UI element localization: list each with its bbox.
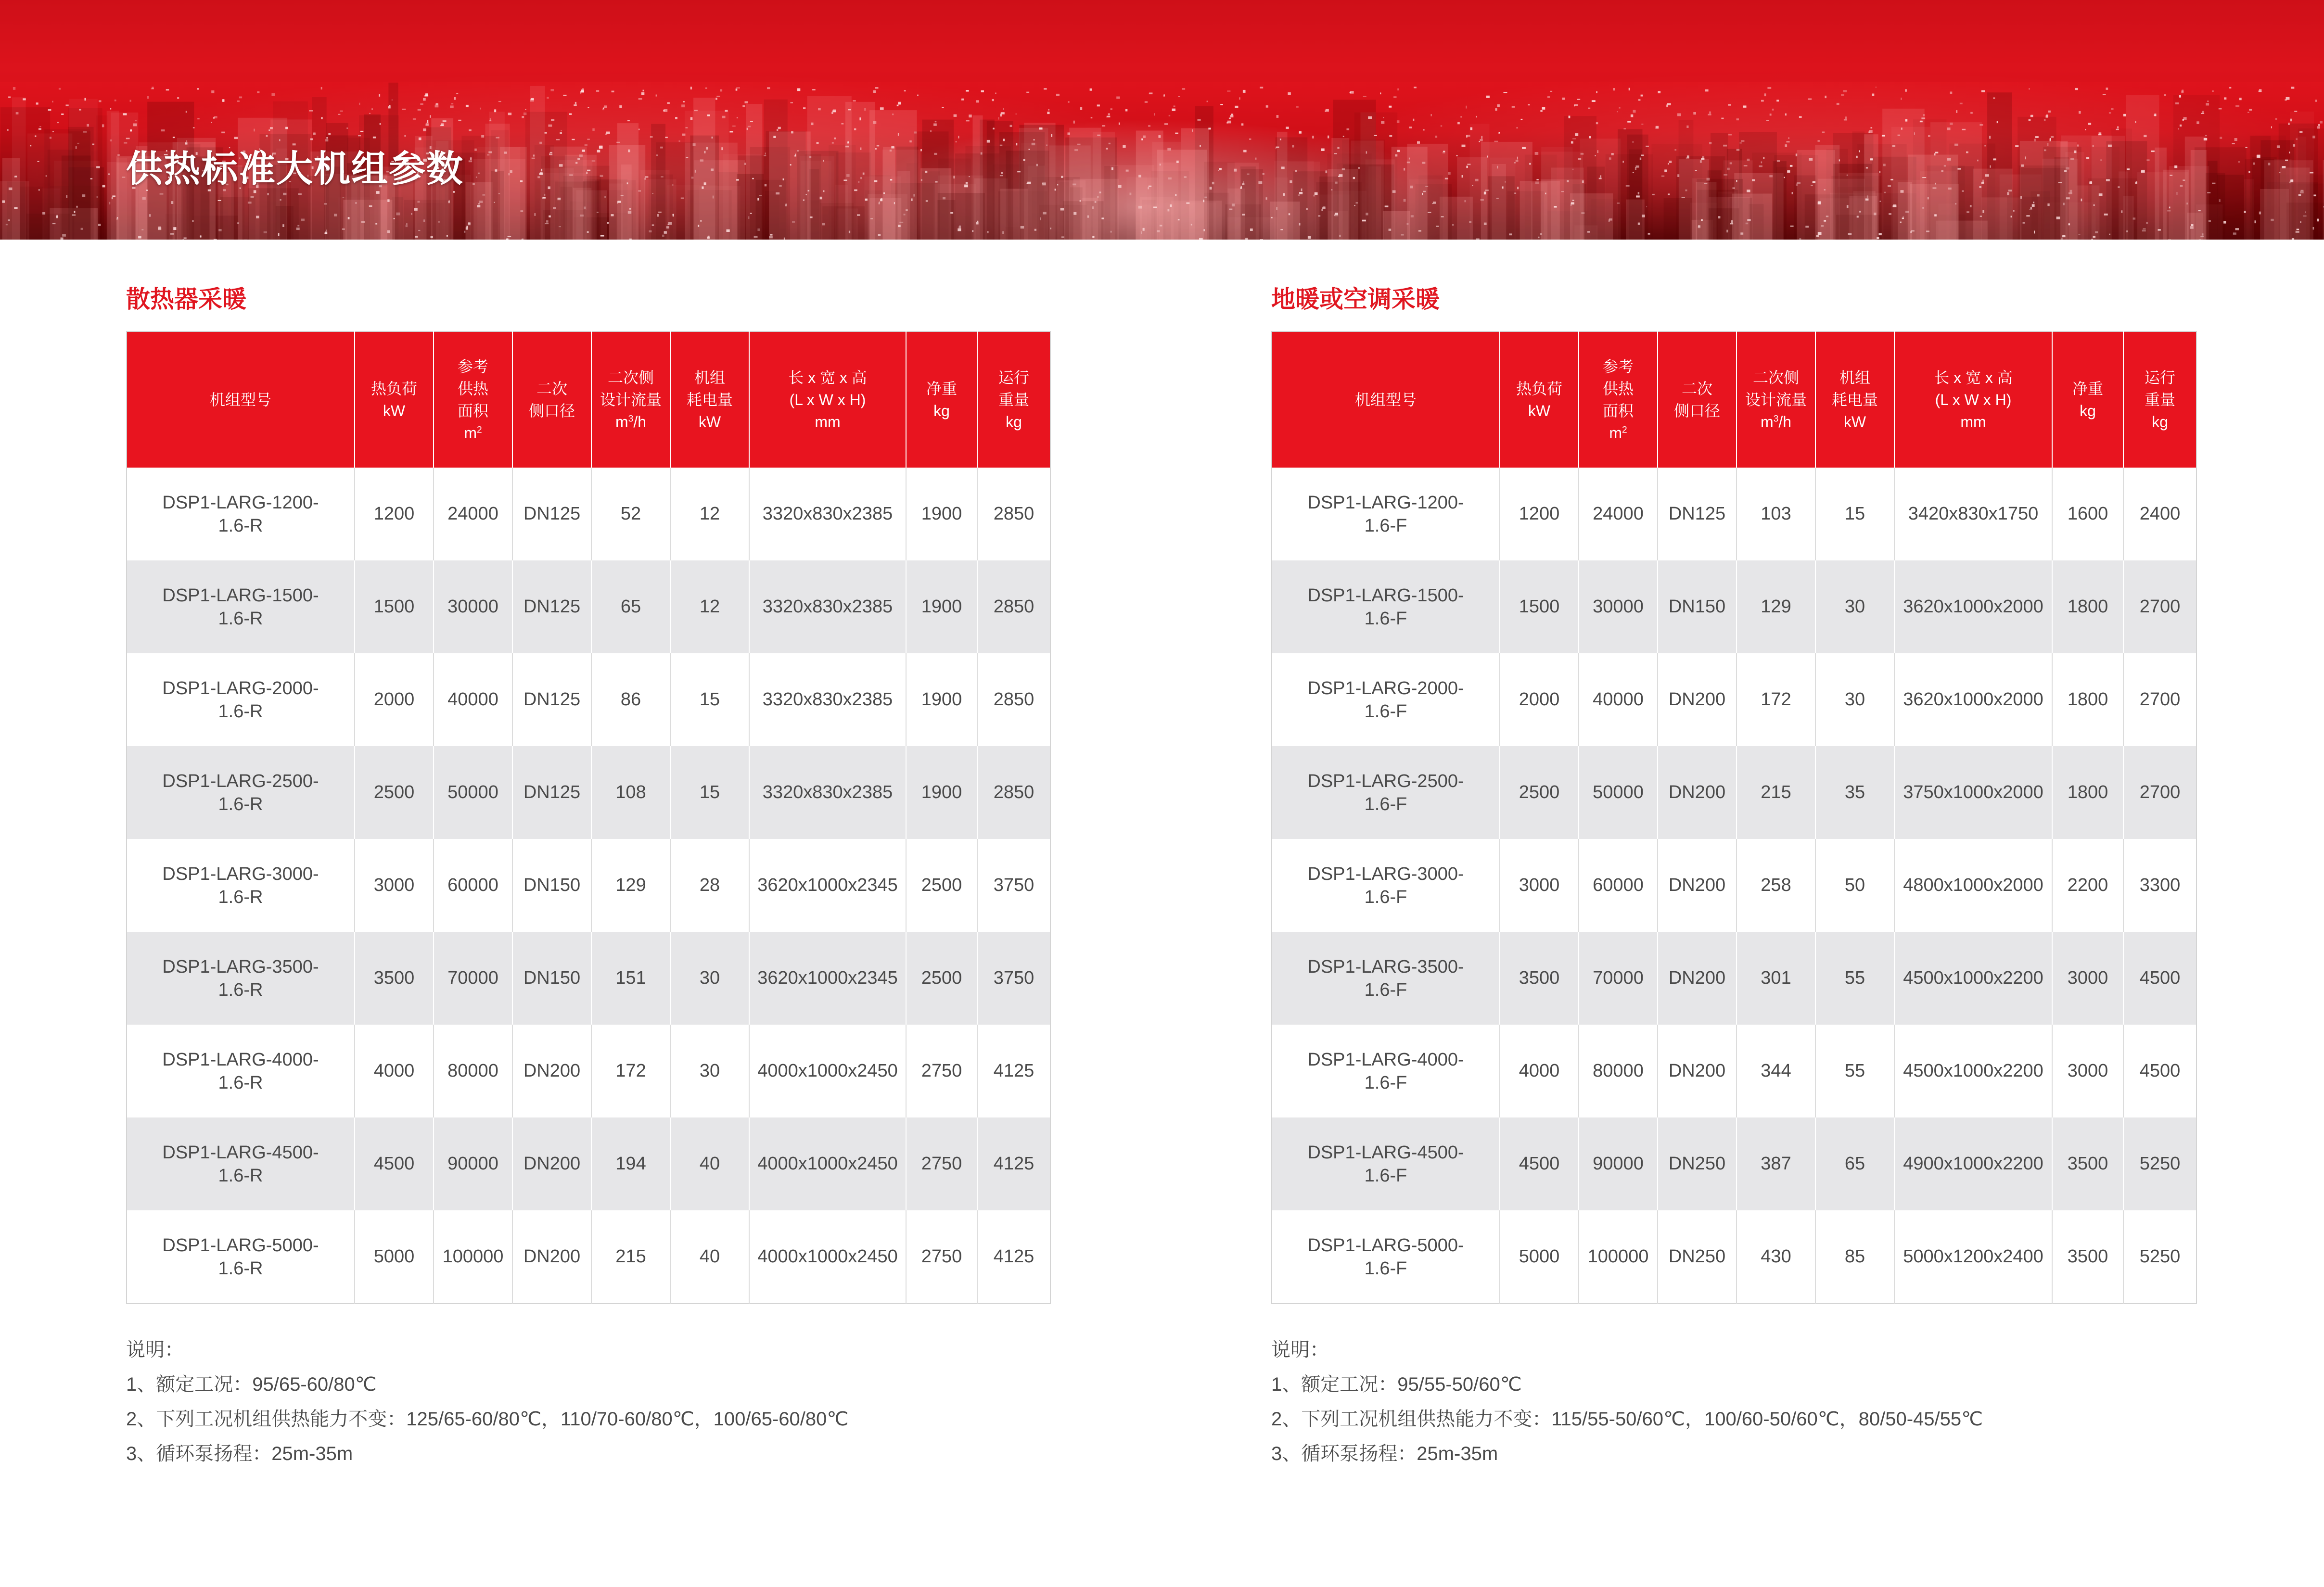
table-row — [1272, 1210, 2196, 1304]
cell-pipe-diameter: DN200 — [1658, 932, 1737, 1025]
cell-flow: 344 — [1737, 1025, 1815, 1117]
model-text: 1.6-R — [218, 1258, 263, 1279]
cell-pipe-diameter: DN200 — [1658, 746, 1737, 839]
table-row — [1272, 839, 2196, 932]
notes-heading: 说明： — [126, 1339, 184, 1360]
model-text: DSP1-LARG-1200- — [162, 492, 319, 513]
col-header-flow: 二次侧 设计流量 $m^3/h$ — [591, 331, 670, 468]
model-text: 1.6-F — [1364, 1258, 1407, 1279]
notes-heading: 说明： — [1271, 1339, 1329, 1360]
cell-operating-weight: 2850 — [977, 560, 1050, 653]
cell-model — [1272, 932, 1500, 1025]
model-text: 1.6-F — [1364, 887, 1407, 907]
cell-dimensions: 4500x1000x2200 — [1894, 932, 2052, 1025]
cell-pipe-diameter: DN125 — [512, 468, 591, 560]
model-text: 1.6-R — [218, 887, 263, 907]
cell-heat-load: 3000 — [355, 839, 434, 932]
table-header-row — [1272, 331, 2196, 468]
cell-ref-area: 60000 — [434, 839, 512, 932]
cell-flow: 86 — [591, 653, 670, 746]
model-text: DSP1-LARG-4500- — [162, 1142, 319, 1163]
table-row — [127, 839, 1050, 932]
cell-model — [127, 1210, 355, 1304]
cell-operating-weight: 5250 — [2139, 1246, 2181, 1267]
cell-power: 85 — [1815, 1210, 1894, 1304]
model-text: DSP1-LARG-1200- — [1307, 492, 1464, 513]
cell-power: 30 — [1815, 560, 1894, 653]
cell-net-weight: 2200 — [2052, 839, 2123, 932]
cell-operating-weight: 2850 — [977, 746, 1050, 839]
cell-dimensions: 3750x1000x2000 — [1894, 746, 2052, 839]
cell-dimensions: 3320x830x2385 — [749, 653, 906, 746]
cell-model — [127, 1025, 355, 1117]
cell-power: 30 — [670, 932, 749, 1025]
cell-model — [127, 653, 355, 746]
cell-flow: 215 — [1737, 746, 1815, 839]
model-text: DSP1-LARG-4000- — [1307, 1049, 1464, 1070]
cell-operating-weight: 4500 — [2123, 932, 2196, 1025]
cell-net-weight: 3000 — [2052, 932, 2123, 1025]
cell-operating-weight: 2700 — [2123, 746, 2196, 839]
cell-net-weight: 1800 — [2052, 653, 2123, 746]
table-row — [127, 1025, 1050, 1117]
cell-pipe-diameter: DN150 — [512, 839, 591, 932]
col-header-flow: 二次侧 设计流量 $m^3/h$ — [1737, 331, 1815, 468]
cell-pipe-diameter: DN150 — [512, 932, 591, 1025]
cell-operating-weight: 3750 — [993, 875, 1034, 895]
cell-model — [1272, 468, 1500, 560]
cell-net-weight: 1900 — [906, 468, 977, 560]
cell-heat-load: 1200 — [355, 468, 434, 560]
model-text: DSP1-LARG-2500- — [1307, 771, 1464, 791]
cell-dimensions: 3620x1000x2345 — [749, 932, 906, 1025]
cell-net-weight: 2750 — [906, 1210, 977, 1304]
cell-dimensions: 4800x1000x2000 — [1894, 839, 2052, 932]
model-text: DSP1-LARG-5000- — [162, 1235, 319, 1256]
cell-dimensions: 4500x1000x2200 — [1894, 1025, 2052, 1117]
note-item: 1、额定工况：95/55-50/60℃ — [1271, 1374, 1522, 1395]
cell-operating-weight: 3300 — [2139, 875, 2181, 895]
cell-net-weight: 1800 — [2052, 746, 2123, 839]
model-text: 1.6-F — [1364, 701, 1407, 722]
col-header-pipe-diameter: 二次 侧口径 — [1658, 331, 1737, 468]
cell-dimensions: 3620x1000x2000 — [1894, 653, 2052, 746]
model-text: DSP1-LARG-4500- — [1307, 1142, 1464, 1163]
cell-heat-load: 5000 — [1500, 1210, 1579, 1304]
cell-flow: 108 — [591, 746, 670, 839]
col-header-heat-load: 热负荷 kW — [1500, 331, 1579, 468]
col-header-net-weight: 净重 kg — [906, 331, 977, 468]
col-header-power: 机组 耗电量 kW — [670, 331, 749, 468]
cell-model — [1272, 1210, 1500, 1304]
note-item: 2、下列工况机组供热能力不变：115/55-50/60℃，100/60-50/60℃，80/50-45/55℃ — [1271, 1409, 1983, 1430]
cell-pipe-diameter: DN200 — [1658, 653, 1737, 746]
cell-operating-weight: 4125 — [993, 1246, 1034, 1267]
cell-pipe-diameter: DN150 — [1658, 560, 1737, 653]
model-text: DSP1-LARG-3500- — [162, 956, 319, 977]
cell-dimensions: 4000x1000x2450 — [749, 1025, 906, 1117]
model-text: 1.6-F — [1364, 979, 1407, 1000]
cell-net-weight: 1900 — [906, 560, 977, 653]
cell-net-weight: 3500 — [2052, 1117, 2123, 1210]
cell-net-weight: 1900 — [906, 653, 977, 746]
cell-ref-area: 70000 — [1579, 932, 1658, 1025]
col-header-model: 机组型号 — [1272, 331, 1500, 468]
cell-flow: 151 — [591, 932, 670, 1025]
cell-heat-load: 3000 — [1500, 839, 1579, 932]
cell-model — [1272, 746, 1500, 839]
cell-power: 65 — [1815, 1117, 1894, 1210]
model-text: 1.6-F — [1364, 1165, 1407, 1186]
cell-pipe-diameter: DN200 — [512, 1117, 591, 1210]
cell-power: 12 — [670, 468, 749, 560]
table-row — [127, 468, 1050, 560]
cell-heat-load: 1200 — [1500, 468, 1579, 560]
note-item: 3、循环泵扬程：25m-35m — [126, 1443, 353, 1464]
model-text: 1.6-R — [218, 608, 263, 629]
cell-flow: 301 — [1737, 932, 1815, 1025]
col-header-operating-weight: 运行 重量 kg — [2123, 331, 2196, 468]
model-text: DSP1-LARG-3000- — [162, 863, 319, 884]
cell-ref-area: 30000 — [434, 560, 512, 653]
note-item: 1、额定工况：95/65-60/80℃ — [126, 1374, 377, 1395]
cell-model — [127, 839, 355, 932]
cell-power: 28 — [670, 839, 749, 932]
cell-model — [1272, 653, 1500, 746]
model-text: 1.6-F — [1364, 794, 1407, 814]
table-row — [1272, 932, 2196, 1025]
cell-net-weight: 1900 — [906, 746, 977, 839]
cell-model — [1272, 839, 1500, 932]
section-title-floor-heating: 地暖或空调采暖 — [1271, 286, 1440, 313]
cell-ref-area: 100000 — [1579, 1210, 1658, 1304]
cell-power: 15 — [670, 653, 749, 746]
section-title-radiator: 散热器采暖 — [126, 286, 246, 313]
cell-net-weight: 3500 — [2052, 1210, 2123, 1304]
table-row — [1272, 1117, 2196, 1210]
cell-model — [127, 746, 355, 839]
header-banner — [0, 0, 2324, 240]
table-row — [1272, 1025, 2196, 1117]
cell-power: 12 — [670, 560, 749, 653]
cell-model — [127, 1117, 355, 1210]
cell-pipe-diameter: DN200 — [1658, 1025, 1737, 1117]
cell-model — [127, 560, 355, 653]
cell-dimensions: 4900x1000x2200 — [1894, 1117, 2052, 1210]
model-text: DSP1-LARG-2000- — [162, 678, 319, 698]
cell-ref-area: 24000 — [1579, 468, 1658, 560]
cell-net-weight: 1600 — [2052, 468, 2123, 560]
model-text: DSP1-LARG-5000- — [1307, 1235, 1464, 1256]
notes-radiator — [126, 1333, 848, 1471]
cell-ref-area: 90000 — [434, 1117, 512, 1210]
model-text: 1.6-R — [218, 701, 263, 722]
cell-net-weight: 1800 — [2052, 560, 2123, 653]
col-header-pipe-diameter: 二次 侧口径 — [512, 331, 591, 468]
cell-flow: 194 — [591, 1117, 670, 1210]
cell-flow: 129 — [591, 839, 670, 932]
cell-flow: 430 — [1737, 1210, 1815, 1304]
col-header-dimensions: 长 x 宽 x 高 (L x W x H) mm — [749, 331, 906, 468]
cell-flow: 258 — [1737, 839, 1815, 932]
model-text: 1.6-R — [218, 1072, 263, 1093]
cell-ref-area: 90000 — [1579, 1117, 1658, 1210]
note-item: 2、下列工况机组供热能力不变：125/65-60/80℃，110/70-60/80℃，100/65-60/80℃ — [126, 1409, 849, 1430]
table-row — [127, 560, 1050, 653]
cell-heat-load: 3500 — [355, 932, 434, 1025]
model-text: DSP1-LARG-1500- — [1307, 585, 1464, 606]
cell-heat-load: 5000 — [355, 1210, 434, 1304]
table-row — [1272, 560, 2196, 653]
model-text: DSP1-LARG-2500- — [162, 771, 319, 791]
cell-ref-area: 40000 — [434, 653, 512, 746]
cell-flow: 215 — [591, 1210, 670, 1304]
cell-dimensions: 3620x1000x2345 — [749, 839, 906, 932]
col-header-dimensions: 长 x 宽 x 高 (L x W x H) mm — [1894, 331, 2052, 468]
model-text: 1.6-R — [218, 1165, 263, 1186]
col-header-heat-load: 热负荷 kW — [355, 331, 434, 468]
col-header-ref-area: 参考 供热 面积 $m^2$ — [1579, 331, 1658, 468]
cell-net-weight: 2750 — [906, 1117, 977, 1210]
cell-model — [127, 468, 355, 560]
model-text: 1.6-R — [218, 515, 263, 536]
cell-operating-weight: 4125 — [993, 1061, 1034, 1081]
table-row — [127, 653, 1050, 746]
cell-operating-weight: 2700 — [2123, 560, 2196, 653]
table-row — [127, 1210, 1050, 1304]
note-item: 3、循环泵扬程：25m-35m — [1271, 1443, 1498, 1464]
cell-flow: 172 — [591, 1025, 670, 1117]
model-text: 1.6-F — [1364, 1072, 1407, 1093]
col-header-net-weight: 净重 kg — [2052, 331, 2123, 468]
cell-flow: 172 — [1737, 653, 1815, 746]
cell-heat-load: 3500 — [1500, 932, 1579, 1025]
cell-dimensions: 3320x830x2385 — [749, 468, 906, 560]
cell-heat-load: 2000 — [355, 653, 434, 746]
cell-pipe-diameter: DN200 — [512, 1210, 591, 1304]
cell-power: 35 — [1815, 746, 1894, 839]
cell-flow: 387 — [1737, 1117, 1815, 1210]
cell-heat-load: 4500 — [1500, 1117, 1579, 1210]
cell-heat-load: 1500 — [355, 560, 434, 653]
model-text: 1.6-R — [218, 979, 263, 1000]
cell-operating-weight: 5250 — [2123, 1117, 2196, 1210]
cell-model — [1272, 1117, 1500, 1210]
cell-pipe-diameter: DN250 — [1658, 1210, 1737, 1304]
spec-table-radiator — [126, 331, 1051, 1304]
cell-pipe-diameter: DN200 — [512, 1025, 591, 1117]
page-title: 供热标准大机组参数 — [126, 149, 464, 190]
city-skyline-image — [0, 0, 2324, 240]
cell-power: 50 — [1815, 839, 1894, 932]
cell-power: 15 — [670, 746, 749, 839]
cell-pipe-diameter: DN125 — [1658, 468, 1737, 560]
table-row — [1272, 653, 2196, 746]
model-text: DSP1-LARG-1500- — [162, 585, 319, 606]
cell-power: 30 — [670, 1025, 749, 1117]
cell-heat-load: 1500 — [1500, 560, 1579, 653]
cell-operating-weight: 3750 — [977, 932, 1050, 1025]
cell-power: 15 — [1815, 468, 1894, 560]
col-header-model: 机组型号 — [127, 331, 355, 468]
cell-dimensions: 5000x1200x2400 — [1894, 1210, 2052, 1304]
cell-heat-load: 4000 — [1500, 1025, 1579, 1117]
cell-heat-load: 2500 — [1500, 746, 1579, 839]
cell-ref-area: 100000 — [434, 1210, 512, 1304]
cell-pipe-diameter: DN125 — [512, 653, 591, 746]
cell-dimensions: 3320x830x2385 — [749, 746, 906, 839]
cell-ref-area: 50000 — [434, 746, 512, 839]
table-row — [127, 1117, 1050, 1210]
spec-table-floor-heating — [1271, 331, 2197, 1304]
cell-flow: 103 — [1737, 468, 1815, 560]
cell-operating-weight: 4500 — [2139, 1061, 2181, 1081]
cell-ref-area: 24000 — [434, 468, 512, 560]
cell-heat-load: 2000 — [1500, 653, 1579, 746]
cell-pipe-diameter: DN250 — [1658, 1117, 1737, 1210]
cell-power: 40 — [670, 1117, 749, 1210]
cell-dimensions: 3620x1000x2000 — [1894, 560, 2052, 653]
model-text: DSP1-LARG-2000- — [1307, 678, 1464, 698]
cell-pipe-diameter: DN125 — [512, 560, 591, 653]
notes-floor-heating — [1271, 1333, 1983, 1471]
cell-dimensions: 3320x830x2385 — [749, 560, 906, 653]
model-text: 1.6-F — [1364, 608, 1407, 629]
cell-pipe-diameter: DN125 — [512, 746, 591, 839]
cell-dimensions: 4000x1000x2450 — [749, 1117, 906, 1210]
model-text: DSP1-LARG-3000- — [1307, 863, 1464, 884]
table-row — [1272, 746, 2196, 839]
table-row — [127, 932, 1050, 1025]
cell-power: 30 — [1815, 653, 1894, 746]
cell-ref-area: 30000 — [1579, 560, 1658, 653]
cell-model — [1272, 560, 1500, 653]
cell-flow: 52 — [591, 468, 670, 560]
table-row — [127, 746, 1050, 839]
cell-ref-area: 80000 — [1579, 1025, 1658, 1117]
cell-ref-area: 80000 — [434, 1025, 512, 1117]
cell-operating-weight: 2400 — [2139, 504, 2181, 524]
cell-operating-weight: 2850 — [993, 504, 1034, 524]
cell-operating-weight: 4125 — [977, 1117, 1050, 1210]
cell-heat-load: 2500 — [355, 746, 434, 839]
cell-net-weight: 2750 — [906, 1025, 977, 1117]
cell-operating-weight: 2700 — [2139, 689, 2181, 710]
table-row — [1272, 468, 2196, 560]
cell-power: 40 — [670, 1210, 749, 1304]
cell-operating-weight: 2850 — [993, 689, 1034, 710]
model-text: DSP1-LARG-3500- — [1307, 956, 1464, 977]
cell-model — [1272, 1025, 1500, 1117]
cell-power: 55 — [1815, 932, 1894, 1025]
cell-flow: 65 — [591, 560, 670, 653]
cell-net-weight: 2500 — [906, 932, 977, 1025]
model-text: DSP1-LARG-4000- — [162, 1049, 319, 1070]
cell-heat-load: 4000 — [355, 1025, 434, 1117]
cell-dimensions: 3420x830x1750 — [1894, 468, 2052, 560]
cell-dimensions: 4000x1000x2450 — [749, 1210, 906, 1304]
cell-flow: 129 — [1737, 560, 1815, 653]
cell-heat-load: 4500 — [355, 1117, 434, 1210]
cell-net-weight: 3000 — [2052, 1025, 2123, 1117]
cell-ref-area: 60000 — [1579, 839, 1658, 932]
col-header-power: 机组 耗电量 kW — [1815, 331, 1894, 468]
col-header-ref-area: 参考 供热 面积 $m^2$ — [434, 331, 512, 468]
cell-net-weight: 2500 — [906, 839, 977, 932]
cell-model — [127, 932, 355, 1025]
cell-ref-area: 70000 — [434, 932, 512, 1025]
cell-pipe-diameter: DN200 — [1658, 839, 1737, 932]
cell-ref-area: 50000 — [1579, 746, 1658, 839]
col-header-operating-weight: 运行 重量 kg — [977, 331, 1050, 468]
model-text: 1.6-F — [1364, 515, 1407, 536]
table-header-row — [127, 331, 1050, 468]
model-text: 1.6-R — [218, 794, 263, 814]
cell-power: 55 — [1815, 1025, 1894, 1117]
cell-ref-area: 40000 — [1579, 653, 1658, 746]
